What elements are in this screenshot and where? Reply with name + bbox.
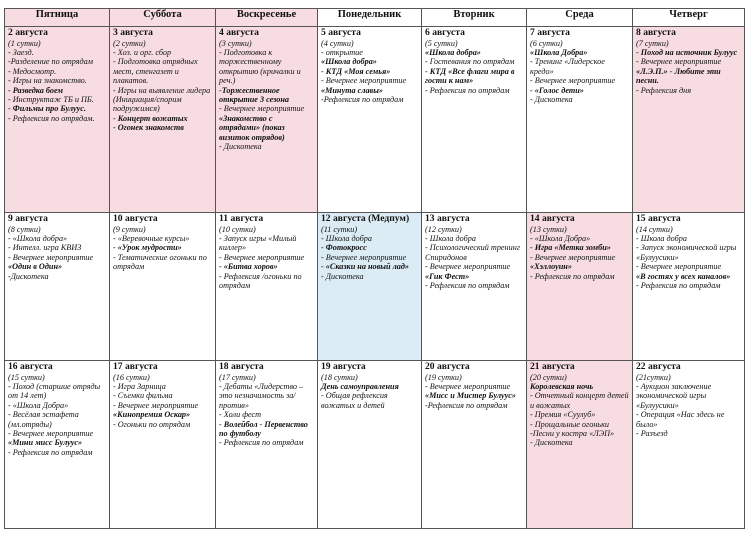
day-date: 2 августа (8, 27, 48, 38)
event-item: - Подготовка к торжественному открытию (кричалки и реч.) (219, 47, 301, 86)
week-row (5, 27, 745, 213)
day-date: 9 августа (8, 213, 48, 224)
event-item: - Вечернее мероприятие (530, 76, 616, 86)
day-number: (20 сутки) (530, 372, 567, 382)
event-item: - Интелл. игра КВИЗ (8, 243, 82, 253)
day-cell (110, 27, 216, 213)
header-friday: Пятница (5, 9, 110, 27)
day-cell (422, 213, 527, 361)
event-item: - Вечернее мероприятие (636, 57, 722, 67)
event-item: -Дискотека (8, 271, 49, 281)
day-cell (318, 213, 422, 361)
event-highlight: - Фотокросс (321, 243, 367, 253)
event-item: - Дискотека (530, 438, 573, 448)
day-cell (216, 213, 318, 361)
day-number: (11 сутки) (321, 224, 358, 234)
event-highlight: День самоуправления (321, 381, 399, 391)
event-item: - Рефлексия по отрядам. (8, 113, 95, 123)
event-item: - Прощальные огоньки (530, 419, 610, 429)
event-highlight: «Один в Один» (8, 262, 63, 272)
event-item: - Вечернее мероприятие (321, 76, 407, 86)
day-date: 10 августа (113, 213, 158, 224)
event-highlight: - Разведка боем (8, 85, 63, 95)
day-number: (12 сутки) (425, 224, 462, 234)
event-highlight: «Знакомство с отрядами» (показ визиток отрядов) (219, 113, 285, 142)
event-item: - Школа добра (636, 233, 687, 243)
event-item: - Дискотека (219, 141, 262, 151)
event-highlight: «Мисс и Мистер Булуус» (425, 391, 516, 401)
event-highlight: «Минута славы» (321, 85, 383, 95)
day-cell (318, 27, 422, 213)
event-item: - Общая рефлексия вожатых и детей (321, 391, 388, 410)
event-item: - Запуск экономической игры «Булуусики» (636, 243, 737, 262)
day-date: 3 августа (113, 27, 153, 38)
event-item: - «Школа Добра» (8, 400, 69, 410)
event-item: - Аукцион заключение экономической игры «Булуусики» (636, 381, 712, 410)
header-sunday: Воскресенье (216, 9, 318, 27)
day-date: 15 августа (636, 213, 681, 224)
event-item: - «Школа Добра» (530, 233, 591, 243)
event-item: - Рефлексия /огоньки по отрядам (219, 271, 302, 290)
day-date: 14 августа (530, 213, 575, 224)
event-item: - Вечернее мероприятие (636, 262, 722, 272)
day-number: (10 сутки) (219, 224, 256, 234)
event-highlight: - «Урок мудрости» (113, 243, 182, 253)
event-item: - Дискотека (530, 94, 573, 104)
event-item: - Игры на выявление лидера (Инициация/спорим подружимся) (113, 85, 211, 114)
event-item: - Школа добра (321, 233, 372, 243)
day-date: 5 августа (321, 27, 361, 38)
event-item: - Инструктаж ТБ и ПБ. (8, 94, 94, 104)
header-monday: Понедельник (318, 9, 422, 27)
day-number: (5 сутки) (425, 38, 458, 48)
schedule-table (4, 8, 745, 529)
day-cell (110, 361, 216, 529)
event-item: -Рефлексия по отрядам (425, 400, 508, 410)
event-item: - Вечернее мероприятие (425, 262, 511, 272)
day-cell (633, 27, 745, 213)
event-item: - Рефлексия по отрядам (8, 447, 93, 457)
day-number: (13 сутки) (530, 224, 567, 234)
event-highlight: «Мини мисс Булуус» (8, 438, 83, 448)
day-cell (5, 27, 110, 213)
header-tuesday: Вторник (422, 9, 527, 27)
day-cell (110, 213, 216, 361)
day-number: (16 сутки) (113, 372, 150, 382)
event-item: - Хоз. и орг. сбор (113, 47, 172, 57)
day-date: 17 августа (113, 361, 158, 372)
event-highlight: «Школа Добра» (530, 47, 588, 57)
day-cell (216, 361, 318, 529)
day-number: (7 сутки) (636, 38, 669, 48)
day-cell (527, 27, 633, 213)
event-item: - «Веревочные курсы» (113, 233, 190, 243)
event-highlight: - КТД «Все флаги мира в гости к нам» (425, 66, 515, 86)
header-saturday: Суббота (110, 9, 216, 27)
event-highlight: Королевская ночь (530, 381, 594, 391)
day-date: 4 августа (219, 27, 259, 38)
day-number: (9 сутки) (113, 224, 146, 234)
day-cell (318, 361, 422, 529)
event-item: - Дискотека (321, 271, 364, 281)
event-item: - Медосмотр. (8, 66, 57, 76)
event-item: - Вечернее мероприятие (321, 252, 407, 262)
event-highlight: «Л.Э.П.» - Любите эти песни. (636, 66, 721, 86)
day-date: 13 августа (425, 213, 470, 224)
header-thursday: Четверг (633, 9, 745, 27)
day-date: 11 августа (219, 213, 264, 224)
event-item: -Песни у костра «ЛЭП» (530, 428, 615, 438)
event-item: - Вечернее мероприятие (8, 252, 94, 262)
day-number: (2 сутки) (113, 38, 146, 48)
event-highlight: - Концерт вожатых (113, 113, 188, 123)
event-item: - Рефлексия по отрядам (219, 438, 304, 448)
day-number: (21сутки) (636, 372, 671, 382)
day-number: (6 сутки) (530, 38, 563, 48)
event-item: - Съемки фильма (113, 391, 173, 401)
event-item: - Разъезд (636, 428, 668, 438)
event-highlight: «Школа добра» (425, 47, 481, 57)
day-date: 8 августа (636, 27, 676, 38)
day-number: (19 сутки) (425, 372, 462, 382)
day-cell (5, 361, 110, 529)
day-cell (422, 361, 527, 529)
event-item: - Вечернее мероприятие (425, 381, 511, 391)
day-number: (15 сутки) (8, 372, 45, 382)
day-date: 20 августа (425, 361, 470, 372)
event-item: - Подготовка отрядных мест, стенгазет и плакатов. (113, 57, 198, 86)
day-number: (17 сутки) (219, 372, 256, 382)
event-highlight: «Кинопремия Оскар» (113, 410, 191, 420)
event-item: - Рефлексия по отрядам (425, 85, 510, 95)
event-highlight: - «Битва хоров» (219, 262, 278, 272)
day-cell (527, 213, 633, 361)
event-item: - Тематические огоньки по отрядам (113, 252, 207, 272)
header-wednesday: Среда (527, 9, 633, 27)
event-item: - Гостевания по отрядам (425, 57, 515, 67)
week-row (5, 213, 745, 361)
event-item: - Вечернее мероприятие (219, 104, 305, 114)
event-highlight: «В гостях у всех каналов» (636, 271, 731, 281)
event-item: -Рефлексия по отрядам (321, 94, 404, 104)
day-cell (216, 27, 318, 213)
event-highlight: -Торжественное открытие 3 сезона (219, 85, 290, 104)
day-number: (8 сутки) (8, 224, 41, 234)
event-item: - Школа добра (425, 233, 476, 243)
day-cell (5, 213, 110, 361)
event-item: - Премия «Суулуб» (530, 410, 596, 420)
event-item: - Игры на знакомство. (8, 76, 87, 86)
day-date: 18 августа (219, 361, 264, 372)
event-item: - «Школа добра» (8, 233, 68, 243)
event-item: - Вечернее мероприятие (530, 252, 616, 262)
event-item: -Разделение по отрядам (8, 57, 94, 67)
header-row (5, 9, 745, 27)
day-number: (1 сутки) (8, 38, 41, 48)
event-item: - Игра Зарница (113, 381, 166, 391)
event-highlight: - Игра «Метка зомби» (530, 243, 611, 253)
day-date: 6 августа (425, 27, 465, 38)
day-date: 22 августа (636, 361, 681, 372)
event-item: - Психологический тренинг Спиридонов (425, 243, 520, 262)
event-highlight: - Волейбол - Первенство по футболу (219, 419, 308, 438)
event-item: - Тренинг «Лидерское кредо» (530, 57, 605, 76)
day-number: (3 сутки) (219, 38, 252, 48)
event-highlight: - «Сказки на новый лад» (321, 262, 410, 272)
event-highlight: - Фильмы про Булуус. (8, 104, 86, 114)
day-number: (4 сутки) (321, 38, 354, 48)
event-item: - открытие (321, 47, 363, 57)
event-highlight: - Огонек знакомств (113, 123, 184, 133)
event-highlight: «Хэллоуин» (530, 262, 572, 272)
day-date: 21 августа (530, 361, 575, 372)
day-date: 12 августа (Медпум) (321, 213, 410, 224)
event-item: - Дебаты «Лидерство – это незначимость за/против» (219, 381, 304, 410)
event-item: - Рефлексия по отрядам (636, 280, 721, 290)
day-date: 7 августа (530, 27, 570, 38)
event-item: - Огоньки по отрядам (113, 419, 191, 429)
event-item: - Вечернее мероприятие (8, 428, 94, 438)
event-item: - Холи фест (219, 410, 262, 420)
day-cell (633, 213, 745, 361)
event-highlight: «Гик Фест» (425, 271, 470, 281)
event-item: - Весёлая эстафета (мл.отряды) (8, 410, 79, 429)
event-item: - Рефлексия по отрядам (530, 271, 615, 281)
day-number: (14 сутки) (636, 224, 673, 234)
day-cell (527, 361, 633, 529)
event-highlight: - КТД «Моя семья» (321, 66, 391, 76)
event-item: - Отчетный концерт детей и вожатых (530, 391, 629, 410)
event-item: - Заезд. (8, 47, 34, 57)
event-highlight: - Поход на источник Булуус (636, 47, 738, 57)
day-date: 16 августа (8, 361, 53, 372)
event-item: - Рефлексия дня (636, 85, 692, 95)
event-item: - Вечернее мероприятие (219, 252, 305, 262)
event-highlight: - «Голос дети» (530, 85, 584, 95)
day-number: (18 сутки) (321, 372, 358, 382)
day-date: 19 августа (321, 361, 366, 372)
event-item: - Вечернее мероприятие (113, 400, 199, 410)
day-cell (422, 27, 527, 213)
event-item: - Операция «Нас здесь не было» (636, 410, 725, 429)
event-item: - Запуск игры «Милый киллер» (219, 233, 297, 253)
event-highlight: «Школа добра» (321, 57, 377, 67)
week-row (5, 361, 745, 529)
event-item: - Рефлексия по отрядам (425, 280, 510, 290)
day-cell (633, 361, 745, 529)
event-item: - Поход (старшие отряды от 14 лет) (8, 381, 101, 401)
